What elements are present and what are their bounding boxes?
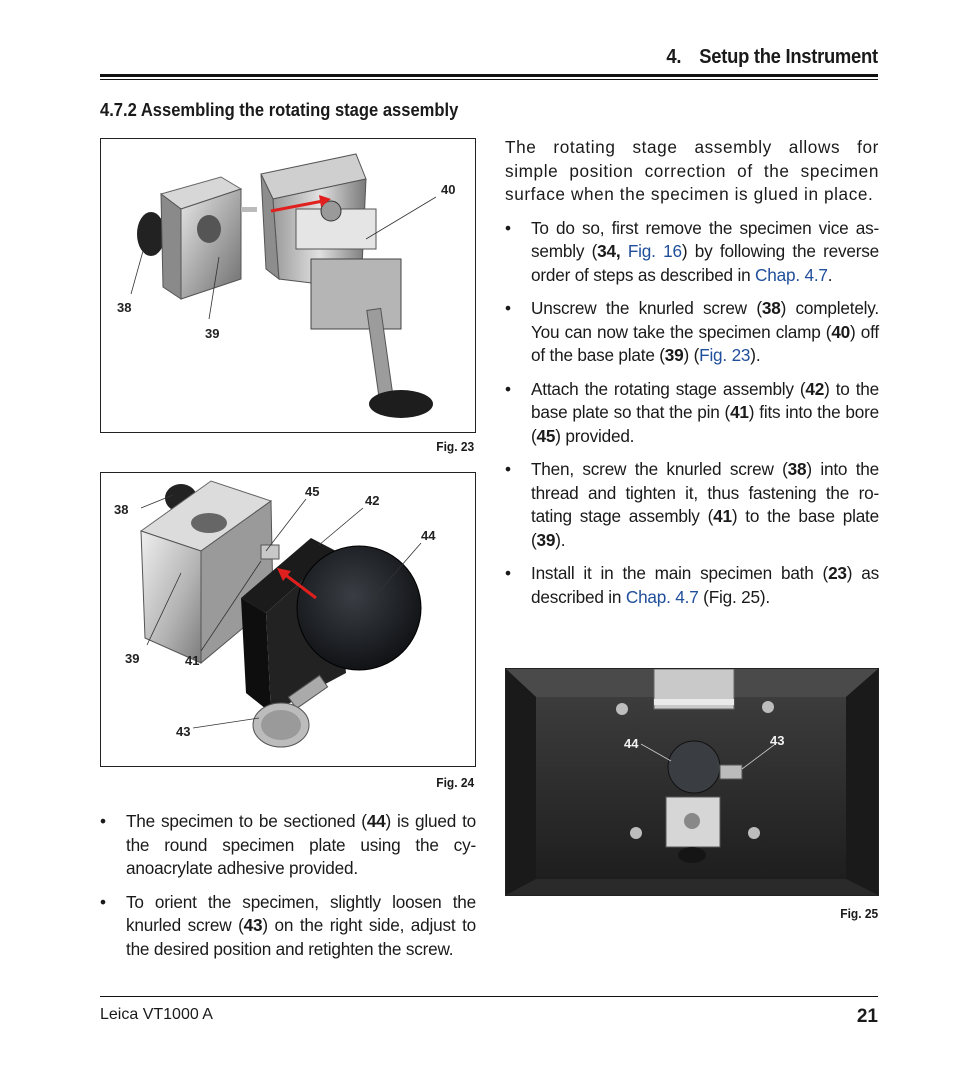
fig25-illustration	[506, 669, 878, 895]
list-item: • Attach the rotating stage assembly (42) to the base plate so that the pin (41) fits into the bore (45) provided.	[505, 378, 879, 446]
page-number: 21	[856, 1006, 878, 1027]
list-item: • Install it in the main specimen bath (23) as described in Chap. 4.7 (Fig. 25).	[505, 563, 880, 607]
fig24-callout-39: 39	[125, 651, 140, 666]
link-chap-4-7[interactable]: Chap. 4.7	[755, 264, 828, 285]
link-chap-4-7[interactable]: Chap. 4.7	[625, 586, 699, 607]
fig23-caption: Fig. 23	[436, 439, 474, 454]
left-column	[100, 810, 477, 971]
fig24-callout-38: 38	[114, 502, 129, 517]
fig24-callout-45: 45	[305, 484, 320, 499]
fig23-callout-40: 40	[441, 182, 456, 197]
section-title: 4.7.2 Assembling the rotating stage assembly	[100, 100, 459, 120]
header-rule-thick	[100, 74, 878, 77]
figure-25	[505, 668, 879, 896]
list-item: • Unscrew the knurled screw (38) completely. You can now take the specimen clamp (40) off of the base plate (39) (Fig. 23).	[505, 298, 879, 365]
fig24-illustration	[101, 473, 475, 766]
link-fig23[interactable]: Fig. 23	[699, 345, 751, 365]
bullet-icon: •	[505, 217, 512, 238]
right-bullet-list	[505, 217, 879, 610]
link-fig16[interactable]: Fig. 16	[627, 241, 682, 261]
fig24-caption: Fig. 24	[436, 775, 474, 790]
fig25-callout-43: 43	[770, 733, 785, 748]
list-item: • Then, screw the knurled screw (38) into the thread and tighten it, thus fastening the ro-tating stage assembly (41) to the base plate (39).	[505, 459, 879, 550]
footer-product-name: Leica VT1000 A	[100, 1006, 213, 1023]
list-item: • To do so, first remove the specimen vice as-sembly (34, Fig. 16) by following the reverse order of steps as described in Chap. 4.7.	[505, 217, 879, 285]
figure-23	[100, 138, 476, 433]
bullet-icon: •	[100, 891, 107, 912]
figure-24	[100, 472, 476, 767]
bullet-icon: •	[505, 563, 512, 583]
bullet-icon: •	[100, 811, 107, 831]
bullet-icon: •	[505, 378, 512, 399]
intro-paragraph: The rotating stage assembly allows for simple position correction of the specimen surface when the specimen is glued in place.	[505, 137, 879, 204]
header-rule-thin	[100, 79, 878, 80]
chapter-title: 4. Setup the Instrument	[666, 46, 878, 68]
list-item: • The specimen to be sectioned (44) is glued to the round specimen plate using the cy-anoacrylate adhesive provided.	[100, 811, 477, 878]
footer-rule	[100, 996, 878, 997]
fig24-callout-43: 43	[176, 724, 191, 739]
fig25-callout-44: 44	[624, 736, 639, 751]
list-item: • To orient the specimen, slightly loosen the knurled screw (43) on the right side, adjust to the desired position and retighten the screw.	[100, 891, 477, 959]
left-bullet-list	[100, 810, 477, 961]
bullet-icon: •	[505, 298, 512, 318]
fig24-callout-42: 42	[365, 493, 380, 508]
right-column	[505, 136, 879, 619]
fig25-caption: Fig. 25	[840, 906, 878, 921]
bullet-icon: •	[505, 459, 512, 479]
fig23-callout-39: 39	[205, 326, 220, 341]
fig23-callout-38: 38	[117, 300, 132, 315]
fig24-callout-41: 41	[185, 653, 200, 668]
fig24-callout-44: 44	[421, 528, 436, 543]
fig23-illustration	[101, 139, 475, 432]
